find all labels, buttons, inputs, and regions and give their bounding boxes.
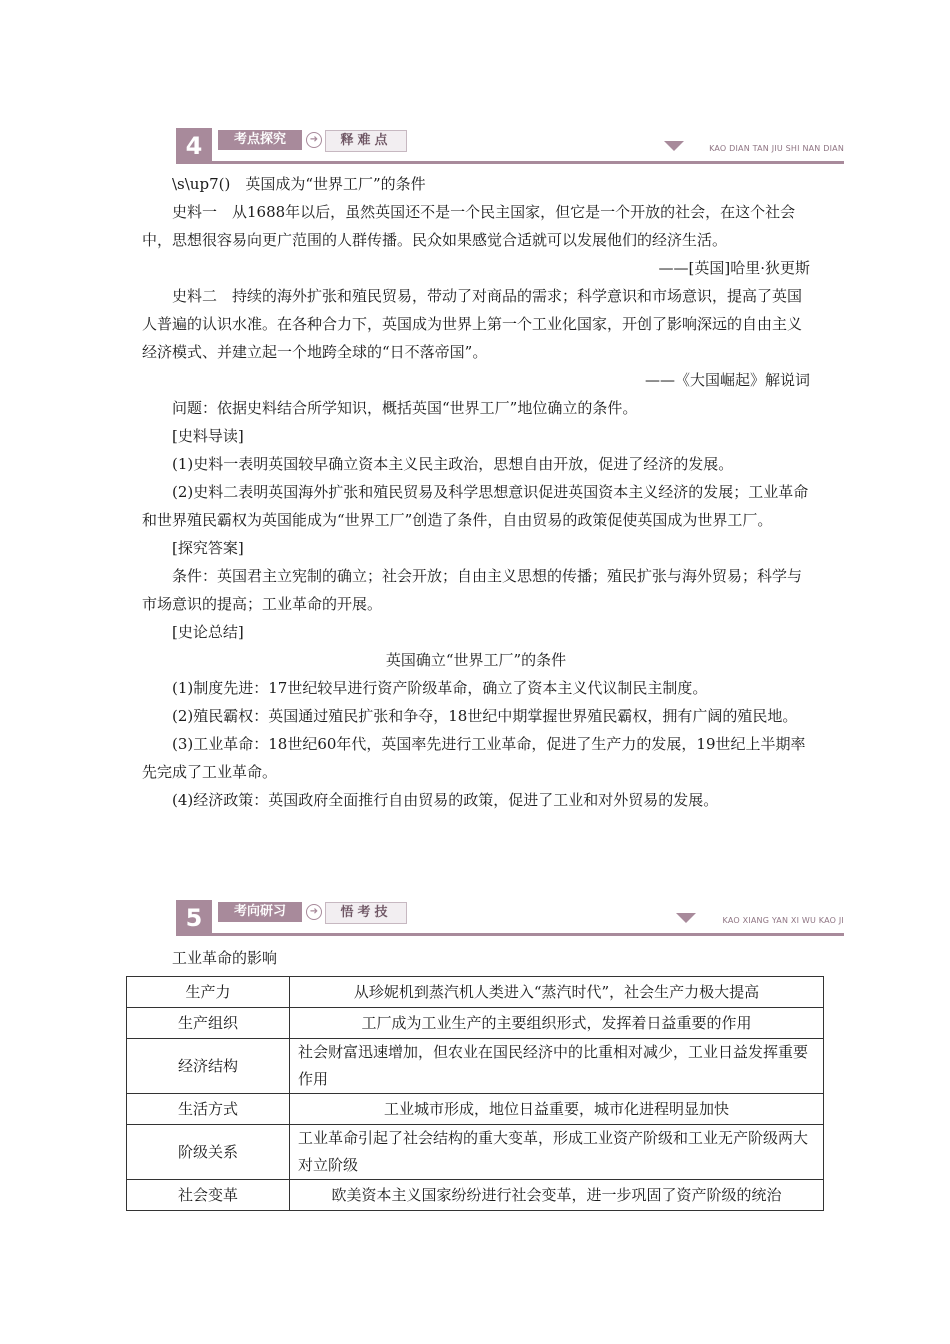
summary-item-4: (4)经济政策：英国政府全面推行自由贸易的政策，促进了工业和对外贸易的发展。 <box>172 791 719 809</box>
source-2: 史料二 持续的海外扩张和殖民贸易，带动了对商品的需求；科学意识和市场意识，提高了英国人普遍的认识水准。在各种合力下，英国成为世界上第一个工业化国家，开创了影响深远的自由主义经济模式、并建立起一个地跨全球的“日不落帝国”。 <box>142 287 803 361</box>
impact-table <box>126 976 824 1211</box>
arrow-icon: ➜ <box>306 132 322 148</box>
table-row <box>127 1039 824 1094</box>
answer-heading: [探究答案] <box>172 539 244 557</box>
row-value: 欧美资本主义国家纷纷进行社会变革，进一步巩固了资产阶级的统治 <box>290 1180 824 1211</box>
arrow-icon: ➜ <box>306 904 322 920</box>
guide-item-2: (2)史料二表明英国海外扩张和殖民贸易及科学思想意识促进英国资本主义经济的发展；工业革命和世界殖民霸权为英国能成为“世界工厂”创造了条件，自由贸易的政策促使英国成为世界工厂。 <box>142 483 809 529</box>
summary-item-1: (1)制度先进：17世纪较早进行资产阶级革命，确立了资本主义代议制民主制度。 <box>172 679 708 697</box>
row-value: 工业城市形成，地位日益重要，城市化进程明显加快 <box>290 1094 824 1125</box>
section-number: 4 <box>176 128 212 164</box>
table-caption: 工业革命的影响 <box>172 949 278 967</box>
row-value: 社会财富迅速增加，但农业在国民经济中的比重相对减少，工业日益发挥重要作用 <box>290 1039 824 1094</box>
section-english-label: KAO XIANG YAN XI WU KAO JI <box>722 916 844 925</box>
row-value: 从珍妮机到蒸汽机人类进入“蒸汽时代”，社会生产力极大提高 <box>290 977 824 1008</box>
row-key: 社会变革 <box>127 1180 290 1211</box>
row-key: 生产力 <box>127 977 290 1008</box>
triangle-icon <box>664 141 684 151</box>
section-tag: 考点探究 <box>218 130 302 150</box>
banner-rule <box>212 933 844 936</box>
source-1-citation: ——[英国]哈里·狄更斯 <box>658 259 810 277</box>
triangle-icon <box>676 913 696 923</box>
section-english-label: KAO DIAN TAN JIU SHI NAN DIAN <box>709 144 844 153</box>
question: 问题：依据史料结合所学知识，概括英国“世界工厂”地位确立的条件。 <box>172 399 638 417</box>
section-4-content <box>142 170 810 814</box>
table-row <box>127 1125 824 1180</box>
row-value: 工厂成为工业生产的主要组织形式，发挥着日益重要的作用 <box>290 1008 824 1039</box>
table-row <box>127 1094 824 1125</box>
table-row <box>127 1008 824 1039</box>
guide-item-1: (1)史料一表明英国较早确立资本主义民主政治，思想自由开放，促进了经济的发展。 <box>172 455 734 473</box>
summary-title: 英国确立“世界工厂”的条件 <box>385 651 567 669</box>
answer: 条件：英国君主立宪制的确立；社会开放；自由主义思想的传播；殖民扩张与海外贸易；科学与市场意识的提高；工业革命的开展。 <box>142 567 803 613</box>
table-row <box>127 977 824 1008</box>
topic-title: \s\up7() 英国成为“世界工厂”的条件 <box>172 175 426 193</box>
section-tag: 考向研习 <box>218 902 302 922</box>
summary-item-2: (2)殖民霸权：英国通过殖民扩张和争夺，18世纪中期掌握世界殖民霸权，拥有广阔的殖民地。 <box>172 707 798 725</box>
section-5-banner <box>176 900 844 940</box>
table-row <box>127 1180 824 1211</box>
source-2-citation: ——《大国崛起》解说词 <box>644 371 810 389</box>
table-caption-wrap <box>142 944 810 972</box>
row-key: 阶级关系 <box>127 1125 290 1180</box>
summary-heading: [史论总结] <box>172 623 244 641</box>
row-key: 生产组织 <box>127 1008 290 1039</box>
source-1: 史料一 从1688年以后，虽然英国还不是一个民主国家，但它是一个开放的社会，在这个社会中，思想很容易向更广范围的人群传播。民众如果感觉合适就可以发展他们的经济生活。 <box>142 203 796 249</box>
banner-rule <box>212 161 844 164</box>
section-subtitle: 释难点 <box>325 130 407 152</box>
row-value: 工业革命引起了社会结构的重大变革，形成工业资产阶级和工业无产阶级两大对立阶级 <box>290 1125 824 1180</box>
row-key: 经济结构 <box>127 1039 290 1094</box>
section-4-banner <box>176 128 844 168</box>
section-number: 5 <box>176 900 212 936</box>
summary-item-3: (3)工业革命：18世纪60年代，英国率先进行工业革命，促进了生产力的发展，19世纪上半期率先完成了工业革命。 <box>142 735 806 781</box>
guide-heading: [史料导读] <box>172 427 244 445</box>
section-subtitle: 悟考技 <box>325 902 407 924</box>
row-key: 生活方式 <box>127 1094 290 1125</box>
